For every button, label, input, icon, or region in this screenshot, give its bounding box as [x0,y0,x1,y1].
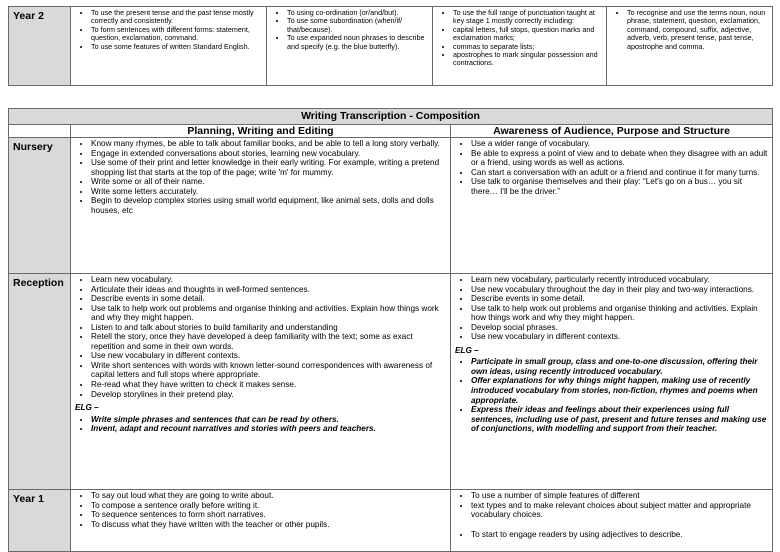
list-item: • To say out loud what they are going to write about. [91,491,447,501]
list-item: • To sequence sentences to form short narratives. [91,510,447,520]
list-item: • Learn new vocabulary. [91,275,447,285]
composition-title: Writing Transcription - Composition [9,109,773,125]
list-item: • Be able to express a point of view and to debate when they disagree with an adult or a friend, using words as well as actions. [471,149,769,168]
elg-label: ELG – [455,345,479,355]
list-item: • Use new vocabulary in different contexts. [471,332,769,342]
spacer [471,520,769,530]
list-item: • To recognise and use the terms noun, noun phrase, statement, question, exclamation, command, compound, suffix, adjective, adverb, verb, present tense, past tense, apostrophe and comma. [627,9,770,51]
list-item: • To use the full range of punctuation taught at key stage 1 mostly correctly including: [453,9,604,26]
list-item: • Engage in extended conversations about stories, learning new vocabulary. [91,149,447,159]
list-item: • To compose a sentence orally before writing it. [91,501,447,511]
list-item: • To use some subordination (when/if/ that/because). [287,17,430,34]
list-item: • Describe events in some detail. [471,294,769,304]
list-item: • Use new vocabulary in different contexts. [91,351,447,361]
reception-awareness [451,274,773,490]
year2-col-2 [267,7,433,86]
composition-table [8,108,773,552]
year1-awareness [451,490,773,552]
list-item: • Can start a conversation with an adult or a friend and continue it for many turns. [471,168,769,178]
list-item: • Describe events in some detail. [91,294,447,304]
list-item: • Write short sentences with words with known letter-sound correspondences with awareness of capital letters and full stops where appropriate. [91,361,447,380]
year1-planning [71,490,451,552]
year2-grammar-table [8,6,773,86]
list-item: • Begin to develop complex stories using small world equipment, like animal sets, dolls and dolls houses, etc [91,196,447,215]
reception-planning [71,274,451,490]
table-row [9,138,773,274]
row-label-reception: Reception [9,274,71,490]
list-item: • Write simple phrases and sentences that can be read by others. [91,415,447,425]
list-item: • Use talk to help work out problems and organise thinking and activities. Explain how things work and why they might happen. [471,304,769,323]
nursery-awareness [451,138,773,274]
elg-label: ELG – [75,403,99,413]
list-item: • To using co-ordination (or/and/but). [287,9,430,17]
list-item: • Write some or all of their name. [91,177,447,187]
row-label-year1: Year 1 [9,490,71,552]
list-item: • Use talk to help work out problems and organise thinking and activities. Explain how things work and why they might happen. [91,304,447,323]
list-item: • Write some letters accurately. [91,187,447,197]
list-item: • Retell the story, once they have developed a deep familiarity with the text; some as exact repetition and some in their own words. [91,332,447,351]
table-row [9,274,773,490]
list-item: • To use a number of simple features of different [471,491,769,501]
year2-label: Year 2 [9,7,71,86]
awareness-header: Awareness of Audience, Purpose and Structure [451,125,773,138]
year2-col-4 [607,7,773,86]
composition-title-row [9,109,773,125]
planning-header: Planning, Writing and Editing [71,125,451,138]
list-item: • Use new vocabulary throughout the day in their play and two-way interactions. [471,285,769,295]
list-item: • To use the present tense and the past tense mostly correctly and consistently. [91,9,264,26]
list-item: • Invent, adapt and recount narratives and stories with peers and teachers. [91,424,447,434]
composition-header-row [9,125,773,138]
list-item: • Participate in small group, class and one-to-one discussion, offering their own ideas, using recently introduced vocabulary. [471,357,769,376]
list-item: • Articulate their ideas and thoughts in well-formed sentences. [91,285,447,295]
list-item: • Develop storylines in their pretend play. [91,390,447,400]
list-item: • Use a wider range of vocabulary. [471,139,769,149]
header-blank [9,125,71,138]
list-item: • Listen to and talk about stories to build familiarity and understanding [91,323,447,333]
list-item: • text types and to make relevant choices about subject matter and appropriate vocabulary choices. [471,501,769,520]
list-item: • apostrophes to mark singular possession and contractions. [453,51,604,68]
list-item: • To start to engage readers by using adjectives to describe. [471,530,769,540]
year2-row [9,7,773,86]
list-item: • To form sentences with different forms: statement, question, exclamation, command. [91,26,264,43]
list-item: • commas to separate lists; [453,43,604,51]
nursery-planning [71,138,451,274]
table-row [9,490,773,552]
row-label-nursery: Nursery [9,138,71,274]
list-item: • To discuss what they have written with the teacher or other pupils. [91,520,447,530]
list-item: • To use expanded noun phrases to describe and specify (e.g. the blue butterfly). [287,34,430,51]
list-item: • Offer explanations for why things might happen, making use of recently introduced vocabulary from stories, non-fiction, rhymes and poems when appropriate. [471,376,769,405]
list-item: • Re-read what they have written to check it makes sense. [91,380,447,390]
list-item: • Know many rhymes, be able to talk about familiar books, and be able to tell a long story verbally. [91,139,447,149]
year2-col-1 [71,7,267,86]
list-item: • Express their ideas and feelings about their experiences using full sentences, including use of past, present and future tenses and making use of conjunctions, with modelling and support from their teacher. [471,405,769,434]
list-item: • Develop social phrases. [471,323,769,333]
list-item: • Use talk to organise themselves and their play: “Let's go on a bus… you sit there… I'll be the driver.” [471,177,769,196]
list-item: • Learn new vocabulary, particularly recently introduced vocabulary. [471,275,769,285]
list-item: • Use some of their print and letter knowledge in their early writing. For example, writing a pretend shopping list that starts at the top of the page; write 'm' for mummy. [91,158,447,177]
list-item: • To use some features of written Standard English. [91,43,264,51]
list-item: • capital letters, full stops, question marks and exclamation marks; [453,26,604,43]
year2-col-3 [433,7,607,86]
